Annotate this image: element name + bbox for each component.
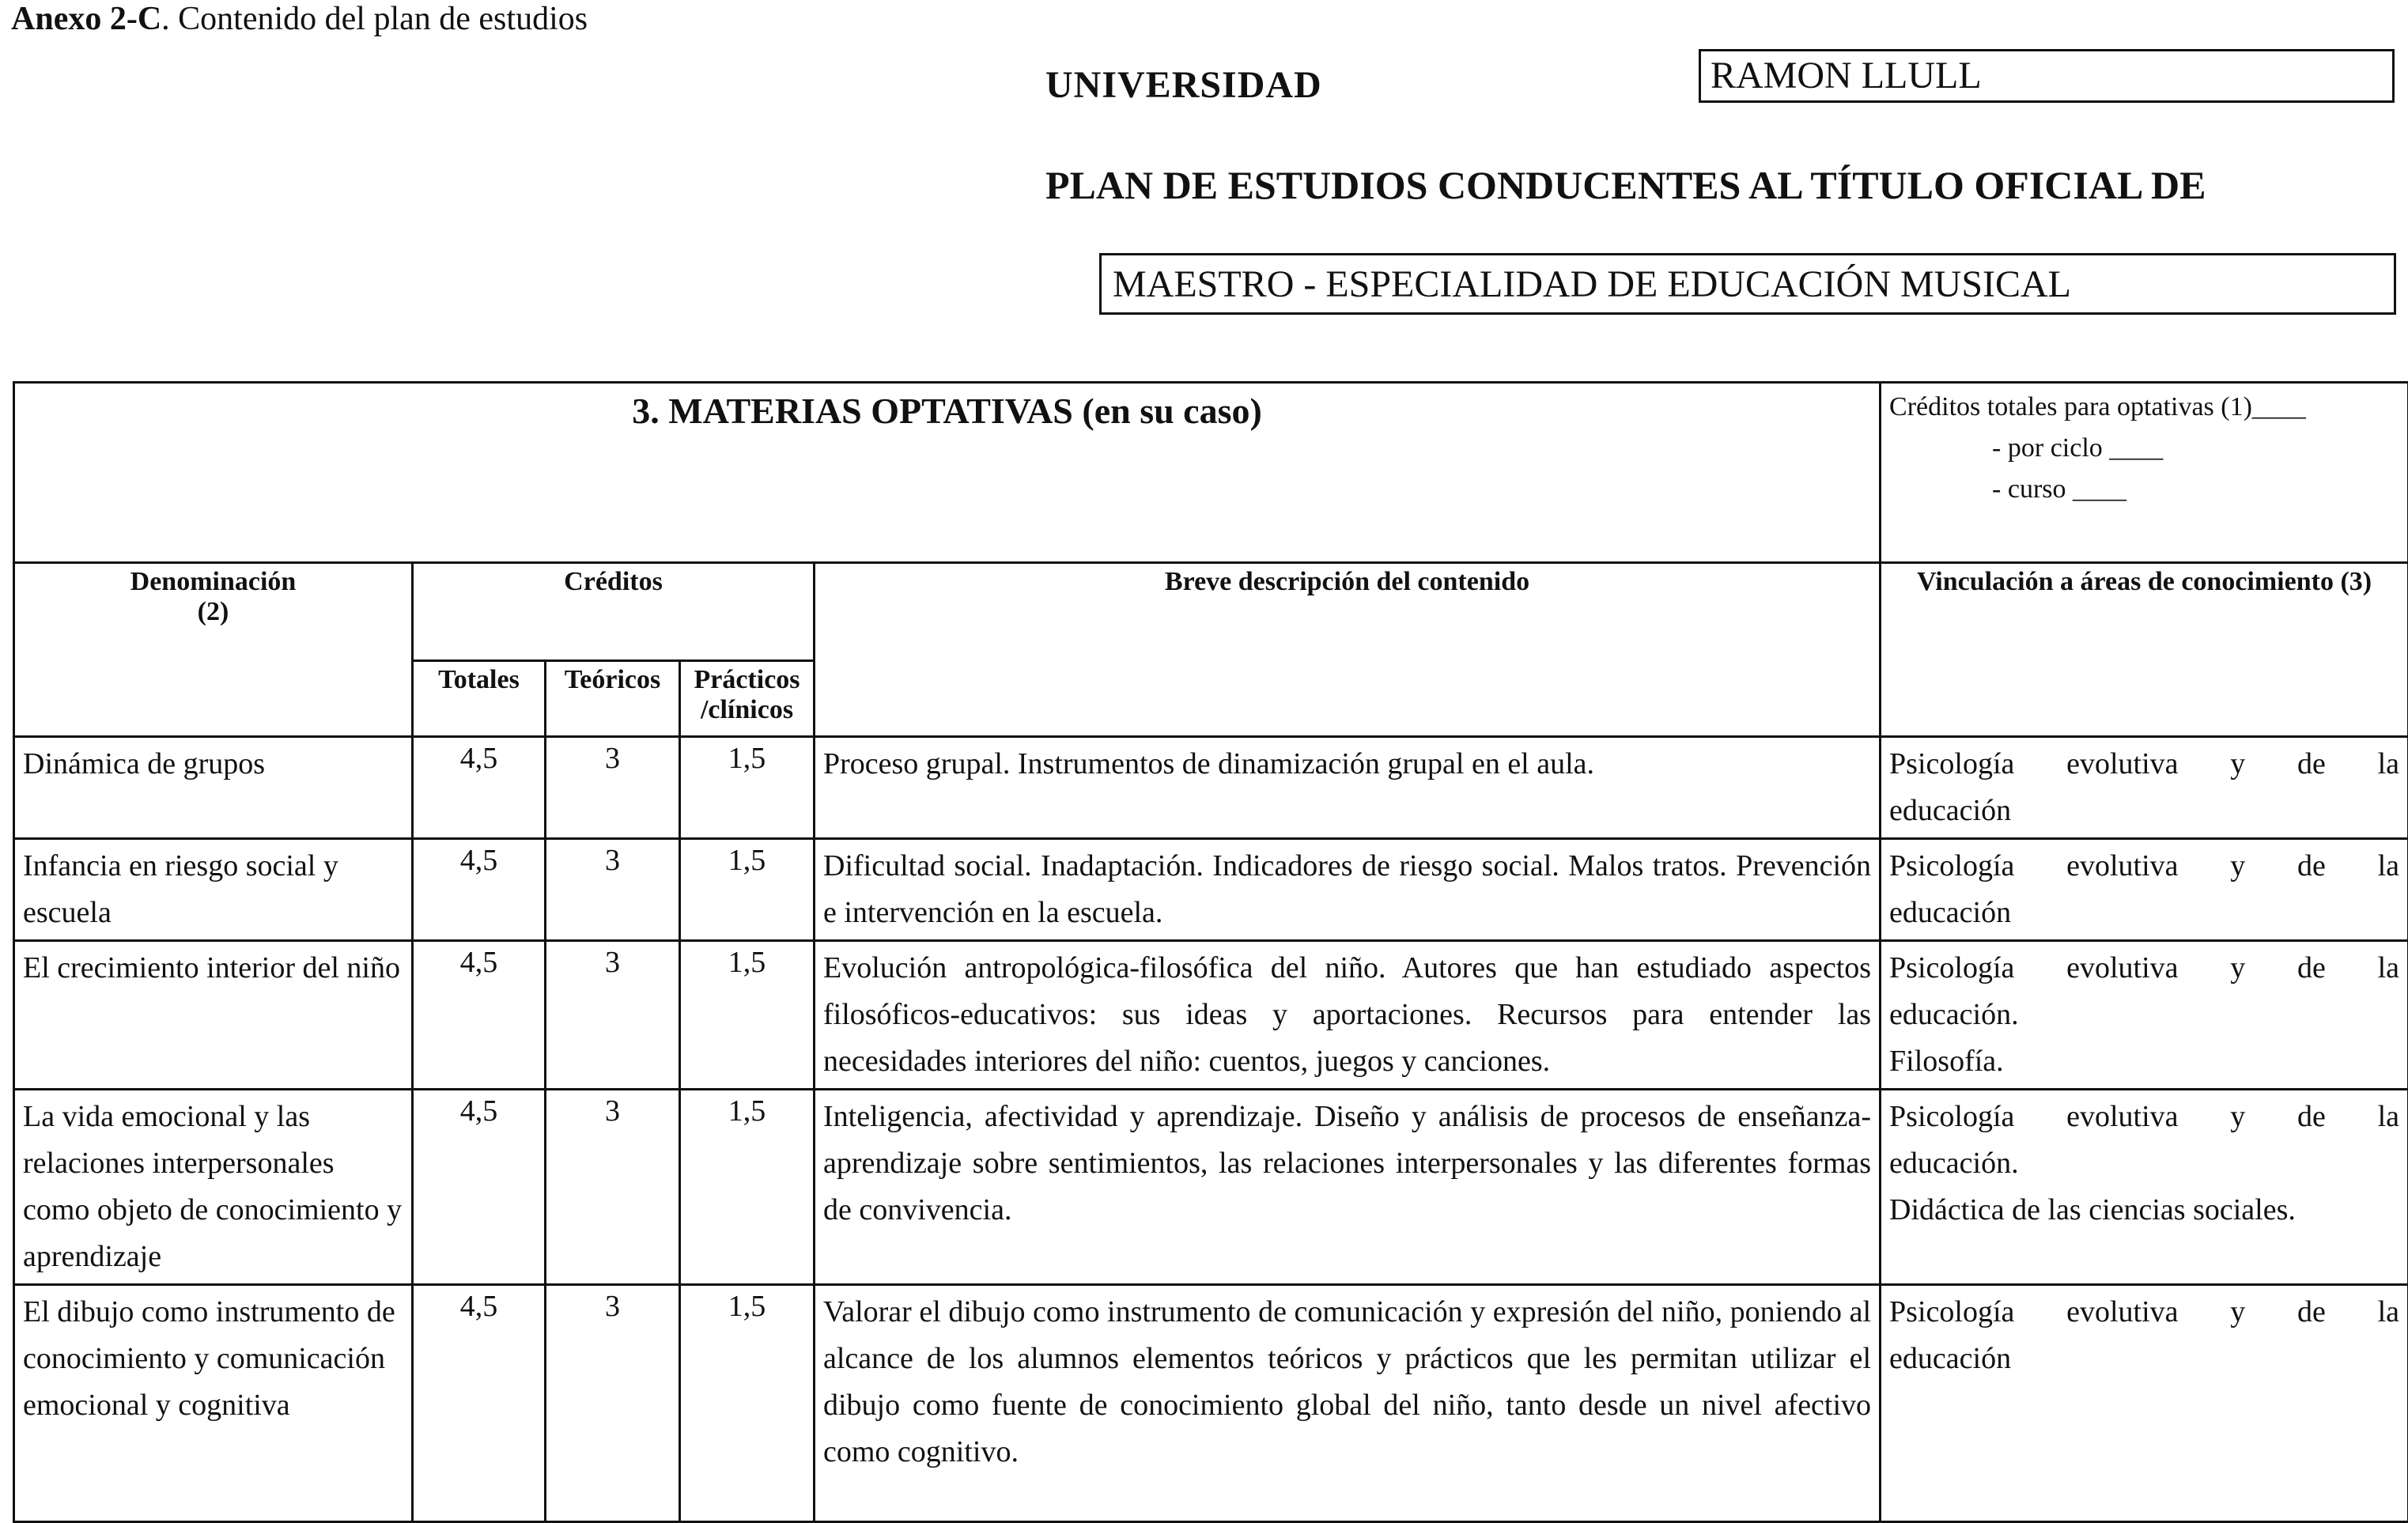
credits-totals: 4,5	[413, 839, 546, 941]
credits-theory: 3	[546, 1090, 680, 1285]
credits-practice: 1,5	[680, 941, 815, 1090]
subject-description: Valorar el dibujo como instrumento de comunicación y expresión del niño, poniendo al alcance de los alumnos elementos teóricos y prácticos que les permitan utilizar el dibujo como fuente de conocimiento global del niño, tanto desde un nivel afectivo como cognitivo.	[815, 1285, 1881, 1522]
credits-column-header: Créditos	[413, 563, 815, 661]
theory-column-header: Teóricos	[546, 661, 680, 737]
area-line: Psicología evolutiva y de la	[1889, 741, 2399, 788]
university-label: UNIVERSIDAD	[1045, 63, 1322, 107]
credits-practice: 1,5	[680, 839, 815, 941]
area-line: Psicología evolutiva y de la	[1889, 1289, 2399, 1336]
subject-description: Dificultad social. Inadaptación. Indicadores de riesgo social. Malos tratos. Prevención e intervención en la escuela.	[815, 839, 1881, 941]
knowledge-area	[1881, 1090, 2408, 1285]
totals-column-header: Totales	[413, 661, 546, 737]
credits-practice: 1,5	[680, 1090, 815, 1285]
areas-column-header: Vinculación a áreas de conocimiento (3)	[1881, 563, 2408, 737]
credits-totals: 4,5	[413, 737, 546, 839]
subject-description: Inteligencia, afectividad y aprendizaje. Diseño y análisis de procesos de enseñanza-aprendizaje sobre sentimientos, las relaciones interpersonales y las diferentes formas de convivencia.	[815, 1090, 1881, 1285]
per-cycle-label: - por ciclo ____	[1889, 428, 2399, 469]
area-line: Psicología evolutiva y de la	[1889, 1094, 2399, 1140]
table-row	[14, 839, 2408, 941]
optional-subjects-table	[13, 381, 2408, 1523]
subject-description: Proceso grupal. Instrumentos de dinamización grupal en el aula.	[815, 737, 1881, 839]
subject-name: La vida emocional y las relaciones interpersonales como objeto de conocimiento y aprendizaje	[14, 1090, 413, 1285]
area-line: Psicología evolutiva y de la	[1889, 843, 2399, 890]
credits-practice: 1,5	[680, 737, 815, 839]
credits-theory: 3	[546, 1285, 680, 1522]
subject-name: El crecimiento interior del niño	[14, 941, 413, 1090]
practice-column-header: Prácticos /clínicos	[680, 661, 815, 737]
table-row	[14, 941, 2408, 1090]
name-header-label: Denominación	[23, 567, 403, 597]
area-line: Psicología evolutiva y de la	[1889, 945, 2399, 992]
area-rest: educación. Didáctica de las ciencias sociales.	[1889, 1140, 2399, 1234]
knowledge-area	[1881, 839, 2408, 941]
university-name-box: RAMON LLULL	[1699, 49, 2395, 103]
area-rest: educación. Filosofía.	[1889, 992, 2399, 1085]
knowledge-area	[1881, 737, 2408, 839]
credits-practice: 1,5	[680, 1285, 815, 1522]
knowledge-area	[1881, 1285, 2408, 1522]
knowledge-area	[1881, 941, 2408, 1090]
section-title: 3. MATERIAS OPTATIVAS (en su caso)	[14, 383, 1881, 563]
table-row	[14, 1285, 2408, 1522]
credits-theory: 3	[546, 941, 680, 1090]
area-rest: educación	[1889, 890, 2399, 936]
credits-total-label: Créditos totales para optativas (1)____	[1889, 392, 2306, 421]
name-column-header	[14, 563, 413, 737]
credits-totals: 4,5	[413, 941, 546, 1090]
credits-theory: 3	[546, 737, 680, 839]
table-row	[14, 1090, 2408, 1285]
subject-name: El dibujo como instrumento de conocimiento y comunicación emocional y cognitiva	[14, 1285, 413, 1522]
plan-heading: PLAN DE ESTUDIOS CONDUCENTES AL TÍTULO OFICIAL DE	[1045, 162, 2206, 208]
credits-totals: 4,5	[413, 1285, 546, 1522]
subject-name: Infancia en riesgo social y escuela	[14, 839, 413, 941]
credits-theory: 3	[546, 839, 680, 941]
credits-totals: 4,5	[413, 1090, 546, 1285]
course-label: - curso ____	[1889, 469, 2399, 510]
annex-id: Anexo 2-C	[11, 1, 161, 37]
description-column-header: Breve descripción del contenido	[815, 563, 1881, 737]
subject-description: Evolución antropológica-filosófica del niño. Autores que han estudiado aspectos filosóficos-educativos: sus ideas y aportaciones. Recursos para entender las necesidades interiores del niño: cuentos, juegos y canciones.	[815, 941, 1881, 1090]
table-row	[14, 737, 2408, 839]
credits-note	[1881, 383, 2408, 563]
subject-name: Dinámica de grupos	[14, 737, 413, 839]
annex-text: . Contenido del plan de estudios	[161, 1, 588, 37]
annex-heading	[11, 0, 588, 38]
degree-box: MAESTRO - ESPECIALIDAD DE EDUCACIÓN MUSICAL	[1099, 253, 2396, 315]
name-header-note: (2)	[23, 597, 403, 627]
area-rest: educación	[1889, 788, 2399, 834]
area-rest: educación	[1889, 1336, 2399, 1382]
